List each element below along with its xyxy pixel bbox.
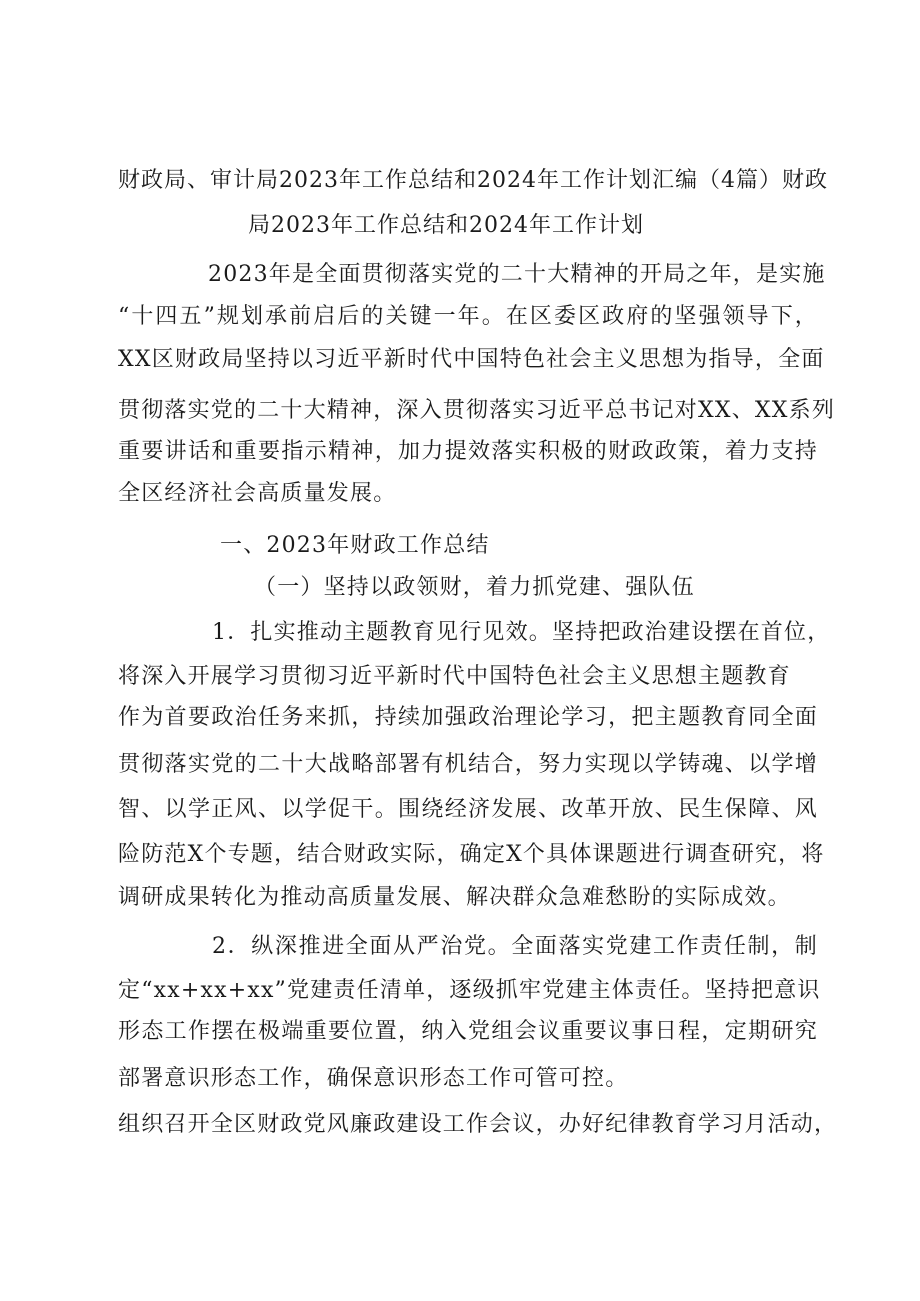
document-title-line-2: 局2023年工作总结和2024年工作计划 <box>248 213 644 238</box>
item-2-line-5: 组织召开全区财政党风廉政建设工作会议，办好纪律教育学习月活动， <box>118 1112 838 1137</box>
item-1-line-6: 险防范X个专题，结合财政实际，确定X个具体课题进行调查研究，将 <box>118 842 825 867</box>
item-1-line-2: 将深入开展学习贯彻习近平新时代中国特色社会主义思想主题教育 <box>118 664 791 689</box>
intro-line-6: 全区经济社会高质量发展。 <box>118 481 397 506</box>
item-2-line-4: 部署意识形态工作，确保意识形态工作可管可控。 <box>118 1066 629 1091</box>
intro-line-4: 贯彻落实党的二十大精神，深入贯彻落实习近平总书记对XX、XX系列 <box>118 398 836 423</box>
document-title-line-1: 财政局、审计局2023年工作总结和2024年工作计划汇编（4篇）财政 <box>118 168 828 193</box>
item-1-line-5: 智、以学正风、以学促干。围绕经济发展、改革开放、民生保障、风 <box>118 797 818 822</box>
intro-line-1: 2023年是全面贯彻落实党的二十大精神的开局之年，是实施 <box>208 262 826 287</box>
item-2-line-1: 2．纵深推进全面从严治党。全面落实党建工作责任制，制 <box>212 934 818 959</box>
item-1-line-3: 作为首要政治任务来抓，持续加强政治理论学习，把主题教育同全面 <box>118 705 818 730</box>
section-1-heading: 一、2023年财政工作总结 <box>220 533 490 558</box>
intro-line-5: 重要讲话和重要指示精神，加力提效落实积极的财政政策，着力支持 <box>118 439 818 464</box>
subsection-1-heading: （一）坚持以政领财，着力抓党建、强队伍 <box>254 575 695 600</box>
item-1-line-1: 1．扎实推动主题教育见行见效。坚持把政治建设摆在首位， <box>212 620 831 645</box>
item-2-line-3: 形态工作摆在极端重要位置，纳入党组会议重要议事日程，定期研究 <box>118 1019 818 1044</box>
item-2-line-2: 定“xx+xx+xx”党建责任清单，逐级抓牢党建主体责任。坚持把意识 <box>118 978 821 1003</box>
intro-line-3: XX区财政局坚持以习近平新时代中国特色社会主义思想为指导，全面 <box>118 347 825 372</box>
item-1-line-7: 调研成果转化为推动高质量发展、解决群众急难愁盼的实际成效。 <box>118 885 791 910</box>
item-1-line-4: 贯彻落实党的二十大战略部署有机结合，努力实现以学铸魂、以学增 <box>118 752 818 777</box>
intro-line-2: “十四五”规划承前启后的关键一年。在区委区政府的坚强领导下， <box>118 304 818 329</box>
